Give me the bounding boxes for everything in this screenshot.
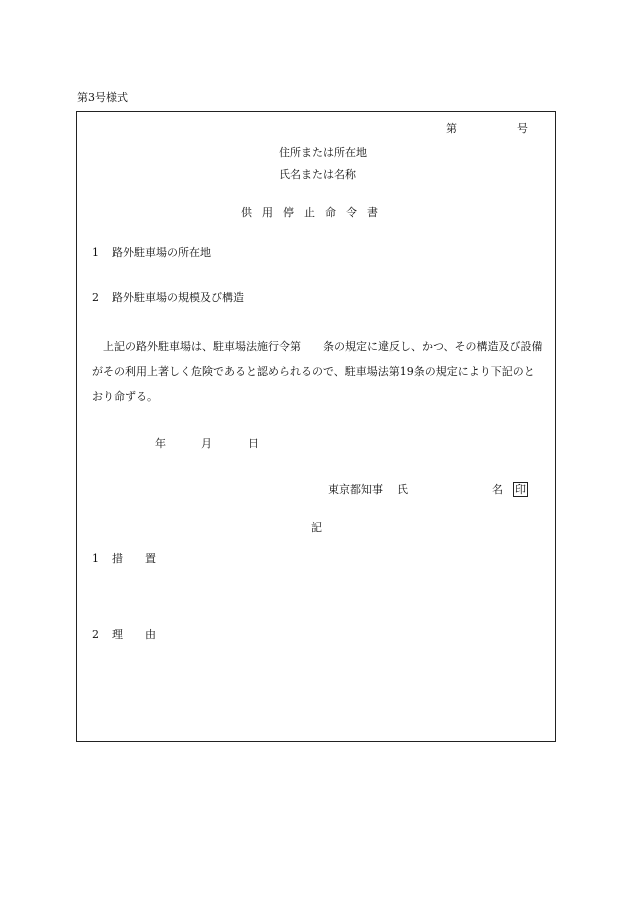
issuer-title: 東京都知事 <box>328 483 383 496</box>
seal-box <box>513 482 528 497</box>
item-2-number: 2 <box>92 291 99 304</box>
item-2-text: 路外駐車場の規模及び構造 <box>112 291 244 304</box>
ki-heading: 記 <box>311 521 322 534</box>
form-number-label: 第3号様式 <box>77 91 128 104</box>
date-year: 年 <box>155 437 166 450</box>
item-1-number: 1 <box>92 246 99 259</box>
date-month: 月 <box>201 437 212 450</box>
order-2-label: 理 由 <box>112 628 156 641</box>
body-text-part-1: 上記の路外駐車場は、駐車場法施行令第 <box>103 340 301 353</box>
document-title: 供用停止命令書 <box>241 206 388 219</box>
seal-mark: 印 <box>515 483 526 496</box>
item-1-text: 路外駐車場の所在地 <box>112 246 211 259</box>
body-text-part-2: 条の規定に違反し、かつ、その構造及び設備がその利用上著しく危険であると認められるので、駐車場法第19条の規定により下記のとおり命ずる。 <box>92 340 543 403</box>
addressee-address: 住所または所在地 <box>279 146 367 159</box>
order-1-label: 措 置 <box>112 552 156 565</box>
order-1-number: 1 <box>92 552 99 565</box>
number-go: 号 <box>517 122 528 135</box>
issuer-mei: 名 <box>492 483 503 496</box>
order-2-number: 2 <box>92 628 99 641</box>
addressee-name: 氏名または名称 <box>279 168 356 181</box>
issuer-shi: 氏 <box>397 483 408 496</box>
order-body-paragraph <box>92 334 544 409</box>
number-dai: 第 <box>446 122 457 135</box>
date-day: 日 <box>248 437 259 450</box>
